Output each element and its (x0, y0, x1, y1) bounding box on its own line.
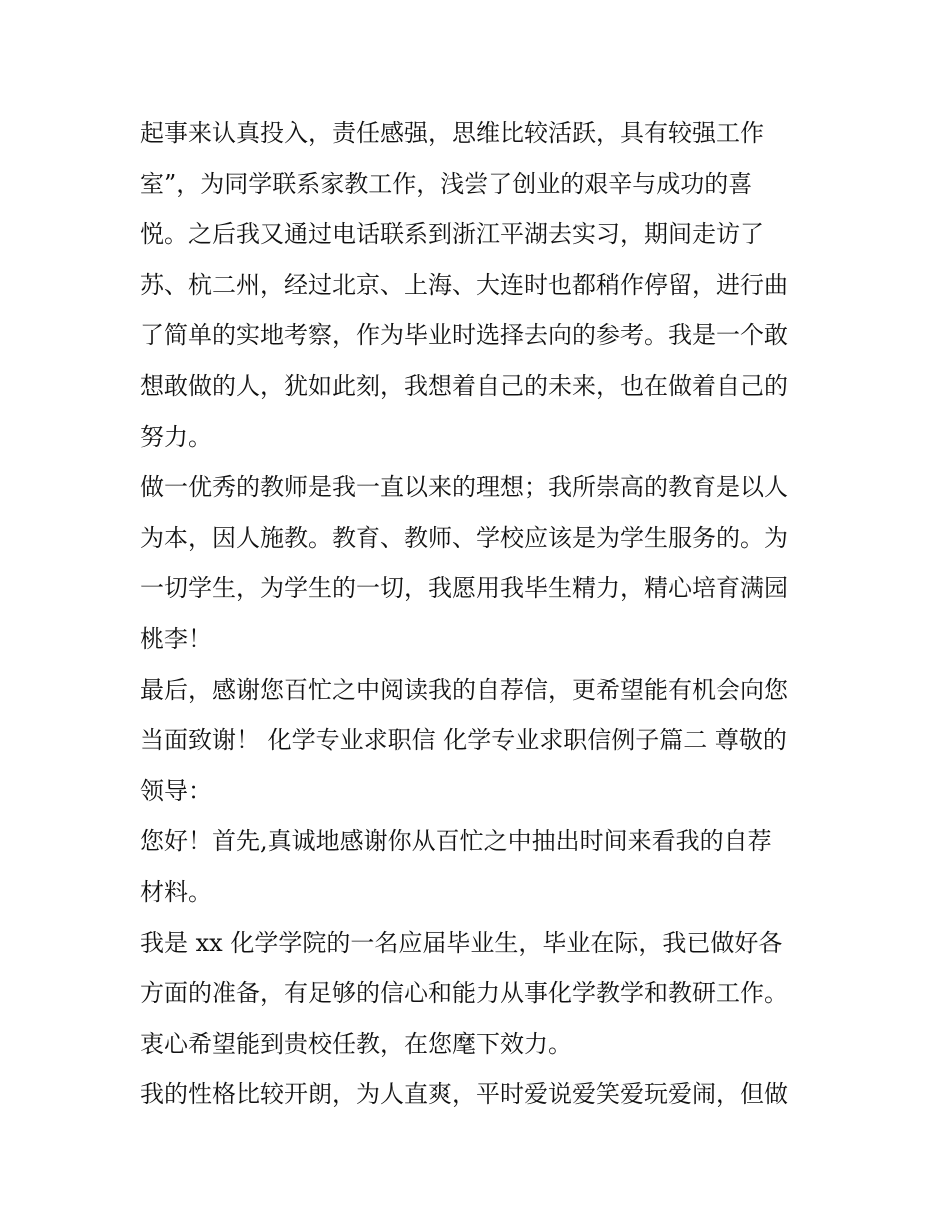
text-line: 方面的准备，有足够的信心和能力从事化学教学和教研工作。 (140, 979, 788, 1008)
text-line: 了简单的实地考察，作为毕业时选择去向的参考。我是一个敢 (140, 321, 788, 350)
text-line: 努力。 (140, 422, 212, 451)
text-line: 我的性格比较开朗，为人直爽，平时爱说爱笑爱玩爱闹，但做 (140, 1080, 788, 1109)
text-line: 做一优秀的教师是我一直以来的理想；我所崇高的教育是以人 (140, 473, 788, 502)
text-line: 领导： (140, 776, 212, 805)
text-line: 最后，感谢您百忙之中阅读我的自荐信，更希望能有机会向您 (140, 675, 788, 704)
text-line: 想敢做的人，犹如此刻，我想着自己的未来，也在做着自己的 (140, 371, 788, 400)
text-line: 您好！首先,真诚地感谢你从百忙之中抽出时间来看我的自荐 (140, 827, 772, 856)
text-line: 材料。 (140, 877, 212, 906)
text-line: 一切学生，为学生的一切，我愿用我毕生精力，精心培育满园 (140, 574, 788, 603)
text-line: 当面致谢！ 化学专业求职信 化学专业求职信例子篇二 尊敬的 (140, 726, 787, 755)
text-line: 我是 xx 化学学院的一名应届毕业生，毕业在际，我已做好各 (140, 928, 783, 957)
document-body (140, 108, 830, 1120)
text-line: 起事来认真投入，责任感强，思维比较活跃，具有较强工作 (140, 119, 764, 147)
text-line: 为本，因人施教。教育、教师、学校应该是为学生服务的。为 (140, 523, 788, 552)
text-line: 悦。之后我又通过电话联系到浙江平湖去实习，期间走访了 (140, 220, 764, 249)
text-line: 桃李！ (140, 624, 212, 653)
text-line: 室”，为同学联系家教工作，浅尝了创业的艰辛与成功的喜 (140, 169, 753, 198)
text-line: 衷心希望能到贵校任教，在您麾下效力。 (140, 1029, 572, 1058)
text-line: 苏、杭二州，经过北京、上海、大连时也都稍作停留，进行曲 (140, 270, 788, 299)
